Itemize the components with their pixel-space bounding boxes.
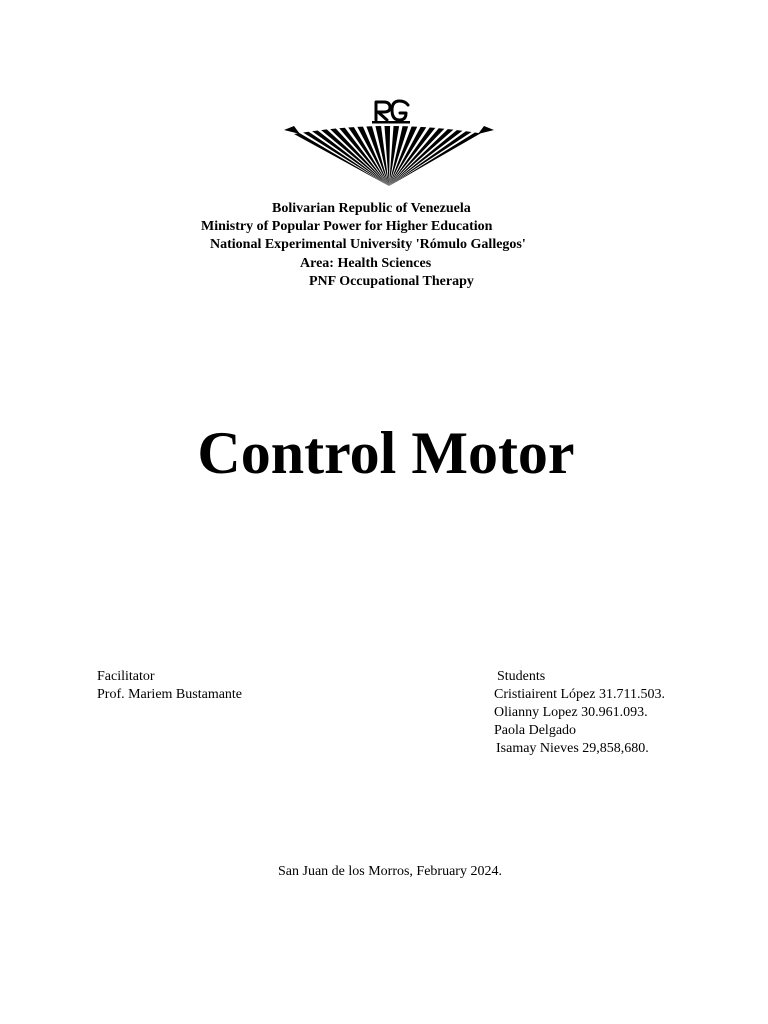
university-logo-icon	[284, 98, 494, 188]
logo-wing-right	[478, 126, 494, 134]
logo-ray	[389, 129, 453, 186]
header-university: National Experimental University 'Rómulo Gallegos'	[210, 237, 526, 252]
facilitator-name: Prof. Mariem Bustamante	[97, 687, 243, 702]
student-name: Paola Delgado	[494, 723, 577, 738]
header-ministry: Ministry of Popular Power for Higher Education	[201, 219, 493, 234]
header-program: PNF Occupational Therapy	[309, 274, 474, 289]
header-area: Area: Health Sciences	[300, 256, 432, 271]
students-label: Students	[497, 669, 546, 684]
student-name: Isamay Nieves 29,858,680.	[496, 741, 649, 756]
header-country: Bolivarian Republic of Venezuela	[272, 201, 471, 216]
document-title: Control Motor	[197, 420, 575, 486]
logo-wing-left	[284, 126, 300, 134]
place-and-date: San Juan de los Morros, February 2024.	[278, 864, 502, 879]
facilitator-label: Facilitator	[97, 669, 155, 684]
student-name: Cristiairent López 31.711.503.	[494, 687, 665, 702]
student-name: Olianny Lopez 30.961.093.	[494, 705, 648, 720]
